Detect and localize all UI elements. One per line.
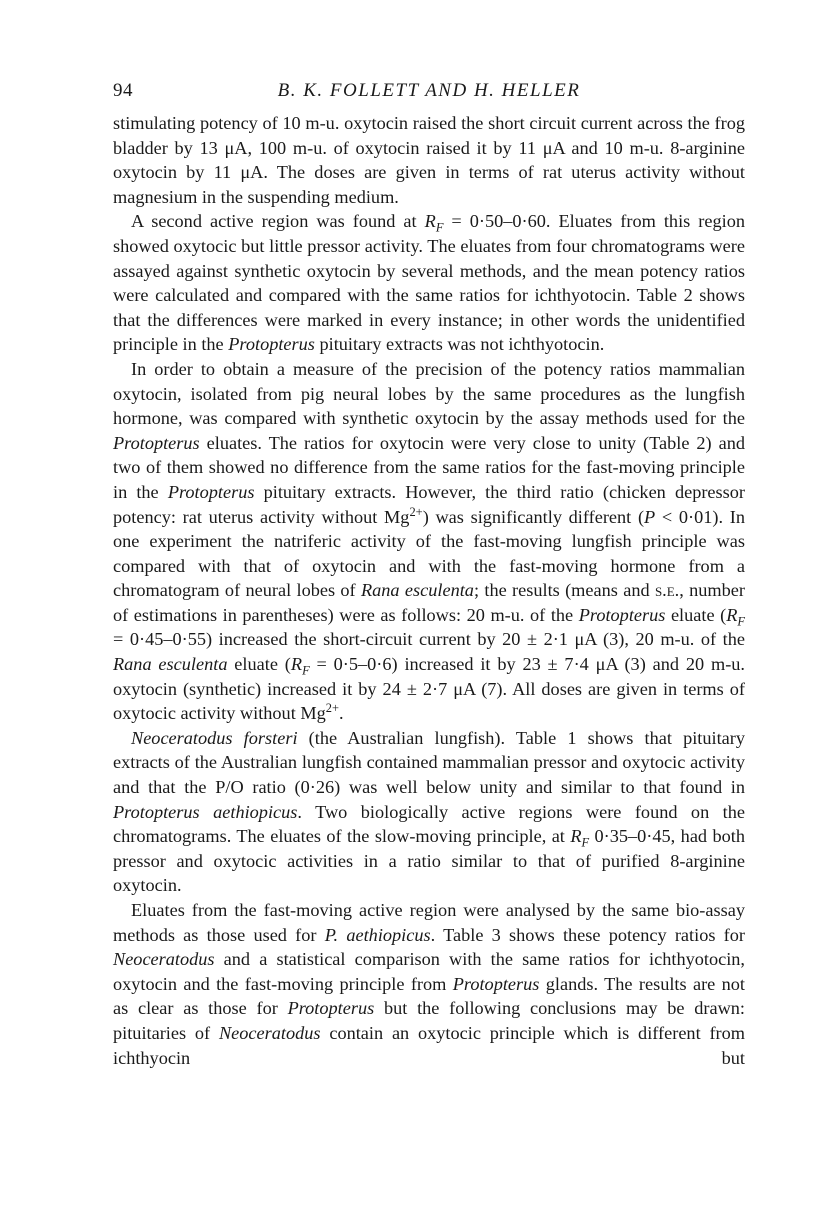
text-run: In order to obtain a measure of the precision of the potency ratios mammalian oxytocin, isolated from pig neural lobes by the same procedures as the lungfish hormone, was compared with synthetic oxytocin by the assay methods used for the (113, 358, 745, 429)
text-run: and a statistical comparison with the same ratios for ichthyotocin, oxytocin and the fast-moving principle from (113, 949, 745, 994)
text-run: but the following conclusions may be drawn: pituitaries of (113, 998, 745, 1043)
running-head-authors: B. K. FOLLETT AND H. HELLER (277, 80, 581, 101)
text-run: R (424, 211, 436, 232)
text-run: F (737, 614, 746, 629)
text-run: Protopterus (578, 604, 666, 625)
text-run: R (726, 604, 738, 625)
text-run: stimulating potency of 10 m-u. oxytocin raised the short circuit current across the frog bladder by 13 μA, 100 m-u. of oxytocin raised it by 11 μA and 10 m-u. 8-arginine oxytocin by 11 μA. The doses are given in terms of rat uterus activity without magnesium in the suspending medium. (113, 113, 745, 207)
text-run: . (338, 703, 344, 724)
text-run: contain an oxytocic principle which is different from ichthyocin but (113, 1022, 745, 1068)
text-run: P (644, 506, 656, 527)
text-run: . Two biologically active regions were found on the chromatograms. The eluates of the slow-moving principle, at (113, 801, 745, 847)
text-run: = 0·5–0·6) increased it by 23 ± 7·4 μA (3) and 20 m-u. oxytocin (synthetic) increased it by 24 ± 2·7 μA (7). All doses are given in terms of oxytocic activity without Mg (113, 654, 746, 724)
text-run: = 0·45–0·55) increased the short-circuit current by 20 ± 2·1 μA (3), 20 m-u. of the (113, 629, 745, 650)
text-run: (the Australian lungfish). Table 1 shows that pituitary extracts of the Australian lungfish contained mammalian pressor and oxytocic activity and that the P/O ratio (0·26) was well below unity and similar to that found in (113, 727, 746, 798)
text-run: pituitary extracts was not ichthyotocin. (314, 334, 605, 355)
text-run: Rana esculenta (113, 654, 228, 675)
text-run: F (581, 835, 590, 850)
text-run: < 0·01). In one experiment the natriferic activity of the fast-moving lungfish principle was compared with that of oxytocin and with the fast-moving hormone from a chromatogram of neural lobes of (113, 506, 745, 601)
paragraph-2 (113, 209, 745, 357)
text-run: Protopterus (167, 481, 255, 502)
text-run: Neoceratodus (113, 949, 215, 970)
text-run: glands. The results are not as clear as those for (113, 973, 746, 1019)
text-run: Protopterus (113, 432, 200, 453)
text-run: eluates. The ratios for oxytocin were very close to unity (Table 2) and two of them showed no difference from the same ratios for the fast-moving principle in the (113, 432, 745, 502)
text-run: Protopterus (228, 334, 315, 355)
paragraph-1 (113, 111, 745, 209)
text-run: s.e. (654, 580, 680, 601)
paragraph-3 (113, 357, 745, 726)
text-run: ) was significantly different ( (422, 506, 645, 527)
text-run: Protopterus (287, 998, 375, 1019)
text-run: pituitary extracts. However, the third ratio (chicken depressor potency: rat uterus activity without Mg (113, 481, 745, 527)
text-run: eluate ( (665, 604, 727, 625)
page-header (113, 80, 745, 106)
text-run: , number of estimations in parentheses) were as follows: 20 m-u. of the (113, 580, 745, 625)
text-run: F (435, 221, 444, 236)
text-run: 0·35–0·45, had both pressor and oxytocic activities in a ratio similar to that of purified 8-arginine oxytocin. (113, 826, 745, 896)
text-run: eluate ( (227, 654, 291, 675)
text-run: Rana esculenta (360, 580, 474, 601)
paragraph-5 (113, 898, 745, 1070)
text-run: = 0·50–0·60. Eluates from this region showed oxytocic but little pressor activity. The eluates from four chromatograms were assayed against synthetic oxytocin by several methods, and the mean potency ratios were calculated and compared with the same ratios for ichthyotocin. Table 2 shows that the differences were marked in every instance; in other words the unidentified principle in the (113, 211, 745, 355)
text-run: . Table 3 shows these potency ratios for (430, 924, 745, 945)
text-run: Eluates from the fast-moving active region were analysed by the same bio-assay methods as those used for (113, 900, 745, 945)
text-run: ; the results (means and (473, 580, 655, 601)
text-run: A second active region was found at (131, 211, 425, 232)
text-run: Neoceratodus (218, 1022, 321, 1043)
text-run: P. aethiopicus (324, 924, 431, 945)
page-number: 94 (113, 80, 133, 101)
text-run: R (570, 826, 582, 847)
paragraph-4 (113, 726, 745, 898)
text-run: 2+ (325, 701, 339, 716)
text-run: F (302, 663, 310, 678)
body-text (113, 111, 745, 1070)
text-run: Neoceratodus forsteri (131, 727, 298, 748)
text-run: 2+ (409, 504, 423, 519)
text-run: Protopterus aethiopicus (113, 801, 298, 822)
text-run: Protopterus (452, 973, 540, 994)
text-run: R (290, 654, 303, 675)
